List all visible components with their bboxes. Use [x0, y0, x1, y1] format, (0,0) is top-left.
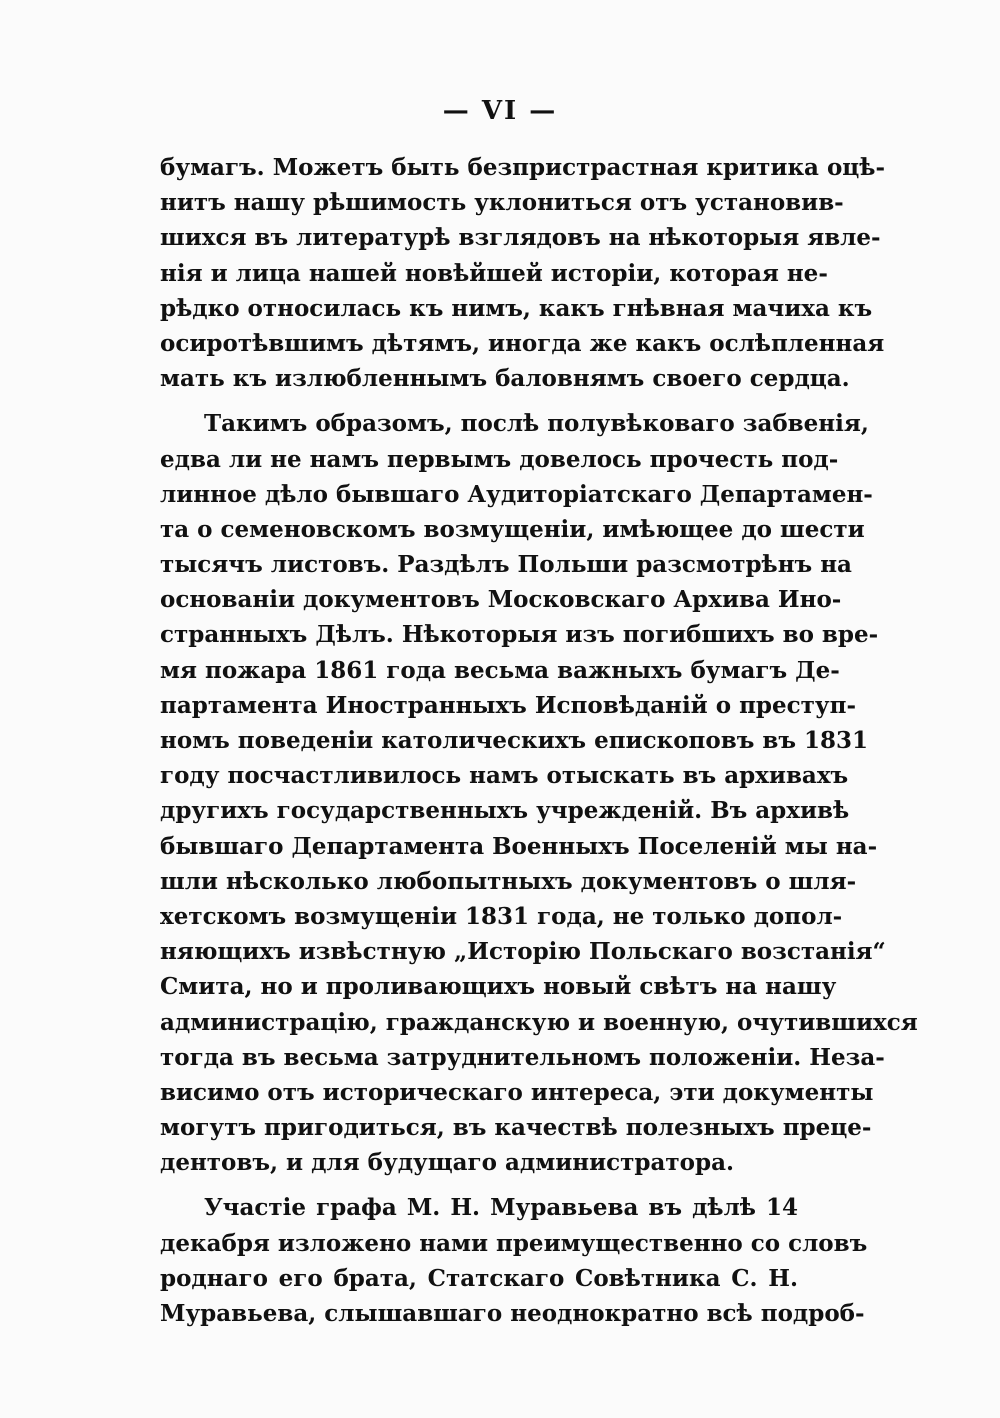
text-line: рѣдко относилась къ нимъ, какъ гнѣвная мачиха къ	[160, 294, 873, 322]
text-line: няющихъ извѣстную „Исторію Польскаго возстанія“	[160, 938, 886, 966]
text-line: администрацію, гражданскую и военную, очутившихся	[160, 1008, 918, 1036]
text-line: шли нѣсколько любопытныхъ документовъ о шля-	[160, 867, 857, 895]
text-line: году посчастливилось намъ отыскать въ архивахъ	[160, 762, 849, 790]
text-line: бывшаго Департамента Военныхъ Поселеній мы на-	[160, 832, 878, 860]
text-line: хетскомъ возмущеніи 1831 года, не только допол-	[160, 902, 843, 930]
text-line: нитъ нашу рѣшимость уклониться отъ установив-	[160, 189, 844, 217]
text-line: нія и лица нашей новѣйшей исторіи, которая не-	[160, 259, 828, 287]
text-line: роднаго его брата, Статскаго Совѣтника С. Н.	[160, 1264, 798, 1292]
text-line: Муравьева, слышавшаго неоднократно всѣ подроб-	[160, 1300, 865, 1327]
text-line: основаніи документовъ Московскаго Архива Ино-	[160, 586, 842, 614]
text-line: шихся въ литературѣ взглядовъ на нѣкоторыя явле-	[160, 224, 881, 252]
text-line: тогда въ весьма затруднительномъ положеніи. Неза-	[160, 1043, 885, 1071]
text-line: странныхъ Дѣлъ. Нѣкоторыя изъ погибшихъ во вре-	[160, 621, 879, 649]
text-line: Смита, но и проливающихъ новый свѣтъ на нашу	[160, 973, 837, 1001]
text-line: тысячъ листовъ. Раздѣлъ Польши разсмотрѣнъ на	[160, 551, 852, 579]
paragraph-1	[160, 150, 886, 396]
text-line: мать къ излюбленнымъ баловнямъ своего сердца.	[160, 365, 850, 393]
page-number: — VI —	[442, 96, 558, 126]
text-line: бумагъ. Можетъ быть безпристрастная критика оцѣ-	[160, 154, 886, 181]
text-line: декабря изложено нами преимущественно со словъ	[160, 1229, 868, 1257]
text-line: Такимъ образомъ, послѣ полувѣковаго забвенія,	[204, 410, 869, 438]
text-line: могутъ пригодиться, въ качествѣ полезныхъ преце-	[160, 1114, 872, 1142]
text-line: партамента Иностранныхъ Исповѣданій о преступ-	[160, 691, 857, 719]
paragraph-3	[160, 1190, 868, 1331]
text-line: Участіе графа М. Н. Муравьева въ дѣлѣ 14	[204, 1194, 798, 1222]
text-line: номъ поведеніи католическихъ епископовъ въ 1831	[160, 727, 869, 754]
text-line: висимо отъ историческаго интереса, эти документы	[160, 1078, 874, 1106]
paragraph-gap	[160, 1180, 798, 1190]
text-line: едва ли не намъ первымъ довелось прочесть под-	[160, 445, 839, 473]
body-text	[160, 150, 918, 1331]
text-line: та о семеновскомъ возмущеніи, имѣющее до шести	[160, 515, 865, 543]
text-line: другихъ государственныхъ учрежденій. Въ архивѣ	[160, 797, 850, 825]
paragraph-2	[160, 406, 918, 1180]
paragraph-gap	[160, 396, 798, 406]
text-line: мя пожара 1861 года весьма важныхъ бумагъ Де-	[160, 656, 840, 684]
text-line: осиротѣвшимъ дѣтямъ, иногда же какъ ослѣпленная	[160, 329, 885, 357]
text-line: линное дѣло бывшаго Аудиторіатскаго Департамен-	[160, 480, 873, 508]
text-line: дентовъ, и для будущаго администратора.	[160, 1149, 734, 1177]
